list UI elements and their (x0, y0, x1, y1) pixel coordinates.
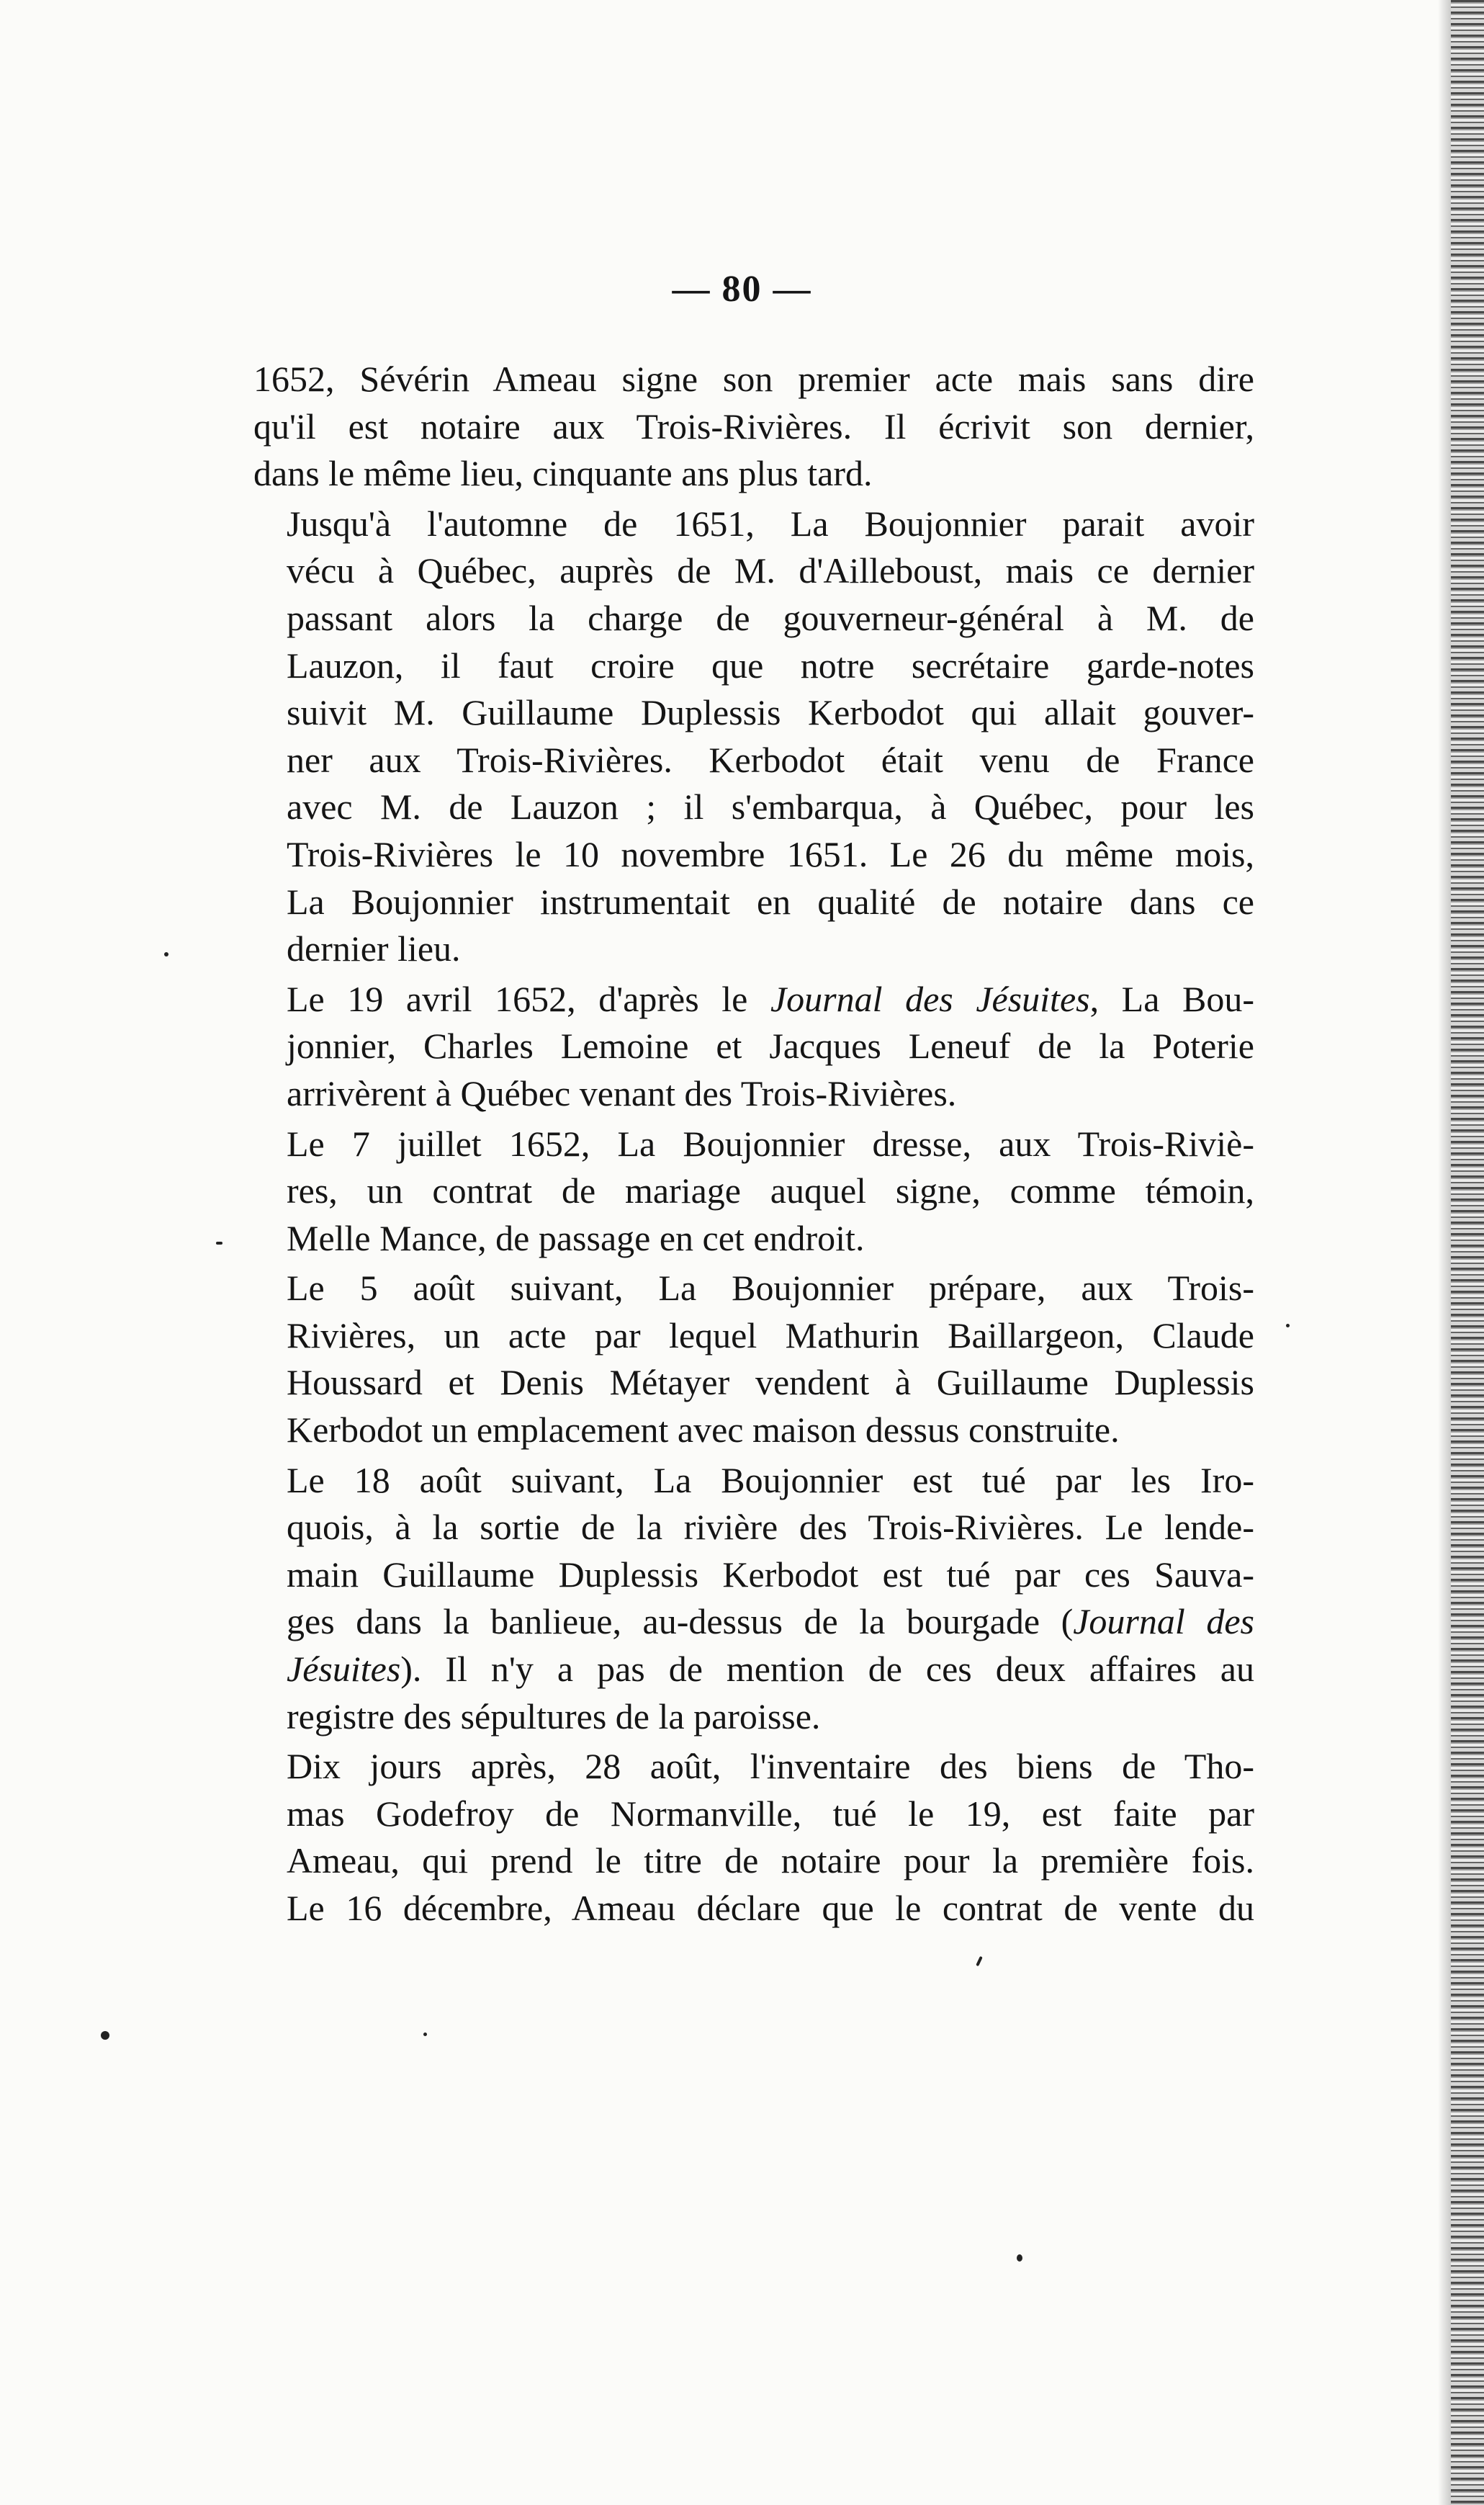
paragraph (253, 1743, 1254, 1932)
paragraph (253, 1265, 1254, 1453)
text-line: Lauzon, il faut croire que notre secrétaire garde-notes (287, 645, 1254, 686)
text-run: , La Bou- (1089, 978, 1254, 1019)
text-line: La Boujonnier instrumentait en qualité de notaire dans ce (287, 881, 1254, 922)
dust-speck (1286, 1324, 1290, 1327)
text-run: ges dans la banlieue, au-dessus de la bourgade ( (287, 1601, 1074, 1642)
text-run: Le 18 août suivant, La Boujonnier est tué par les Iro- (287, 1459, 1254, 1500)
dust-speck (164, 952, 168, 956)
text-line: ner aux Trois-Rivières. Kerbodot était venu de France (287, 739, 1254, 780)
text-line: avec M. de Lauzon ; il s'embarqua, à Québec, pour les (287, 787, 1254, 828)
page-number: — 80 — (672, 269, 812, 310)
text-run: main Guillaume Duplessis Kerbodot est tué par ces Sauva- (287, 1554, 1254, 1595)
dust-speck (976, 1956, 983, 1966)
text-line (253, 1504, 1254, 1551)
text-run: jonnier, Charles Lemoine et Jacques Leneuf de la Poterie (287, 1026, 1254, 1067)
text-run: quois, à la sortie de la rivière des Trois-Rivières. Le lende- (287, 1507, 1254, 1548)
text-run: Le 19 avril 1652, d'après le (287, 978, 770, 1019)
text-line: Melle Mance, de passage en cet endroit. (287, 1217, 865, 1258)
text-line: Jusqu'à l'automne de 1651, La Boujonnier parait avoir (287, 503, 1254, 544)
text-line: Ameau, qui prend le titre de notaire pour la première fois. (287, 1840, 1254, 1881)
text-line (253, 1646, 1254, 1693)
dust-speck (423, 2033, 427, 2036)
paragraph (253, 1457, 1254, 1741)
text-line: Houssard et Denis Métayer vendent à Guillaume Duplessis (287, 1362, 1254, 1403)
paragraph (253, 356, 1254, 498)
italic-title: Jésuites (287, 1649, 401, 1690)
body-text (253, 356, 1254, 1932)
text-line: res, un contrat de mariage auquel signe, comme témoin, (287, 1170, 1254, 1211)
text-line: dans le même lieu, cinquante ans plus tard. (253, 453, 873, 494)
text-line: passant alors la charge de gouverneur-général à M. de (287, 597, 1254, 638)
text-run: arrivèrent à Québec venant des Trois-Rivières. (287, 1072, 957, 1113)
paragraph (253, 976, 1254, 1118)
text-line: Kerbodot un emplacement avec maison dessus construite. (287, 1410, 1120, 1451)
text-line: Le 5 août suivant, La Boujonnier prépare, aux Trois- (287, 1268, 1254, 1309)
text-line (253, 1693, 1254, 1741)
text-run: registre des sépultures de la paroisse. (287, 1695, 821, 1737)
italic-title: Journal des Jésuites (770, 978, 1090, 1019)
text-line (253, 1598, 1254, 1646)
page-edge (1451, 0, 1484, 2505)
dust-speck (216, 1242, 222, 1245)
text-line: Dix jours après, 28 août, l'inventaire des biens de Tho- (287, 1746, 1254, 1787)
text-line: dernier lieu. (287, 928, 461, 969)
text-line (253, 1457, 1254, 1505)
text-line (253, 1023, 1254, 1070)
text-line: mas Godefroy de Normanville, tué le 19, est faite par (287, 1793, 1254, 1834)
text-line: vécu à Québec, auprès de M. d'Ailleboust, mais ce dernier (287, 550, 1254, 591)
page-edge-shadow (1438, 0, 1451, 2505)
paragraph (253, 501, 1254, 973)
text-line: qu'il est notaire aux Trois-Rivières. Il écrivit son dernier, (253, 405, 1254, 447)
text-line: suivit M. Guillaume Duplessis Kerbodot qui allait gouver- (287, 692, 1254, 733)
text-line (253, 1551, 1254, 1599)
text-line: Trois-Rivières le 10 novembre 1651. Le 26 du même mois, (287, 833, 1254, 874)
text-line: Le 7 juillet 1652, La Boujonnier dresse, aux Trois-Riviè- (287, 1123, 1254, 1164)
text-line: 1652, Sévérin Ameau signe son premier acte mais sans dire (253, 359, 1254, 399)
text-line: Rivières, un acte par lequel Mathurin Baillargeon, Claude (287, 1314, 1254, 1355)
dust-speck (1017, 2254, 1022, 2262)
dust-speck (101, 2031, 109, 2040)
italic-title: Journal des (1073, 1601, 1254, 1642)
text-line (253, 1070, 1254, 1118)
text-line: Le 16 décembre, Ameau déclare que le contrat de vente du (287, 1888, 1254, 1928)
text-run: ). Il n'y a pas de mention de ces deux affaires au (400, 1649, 1254, 1690)
paragraph (253, 1121, 1254, 1263)
text-line (253, 976, 1254, 1023)
